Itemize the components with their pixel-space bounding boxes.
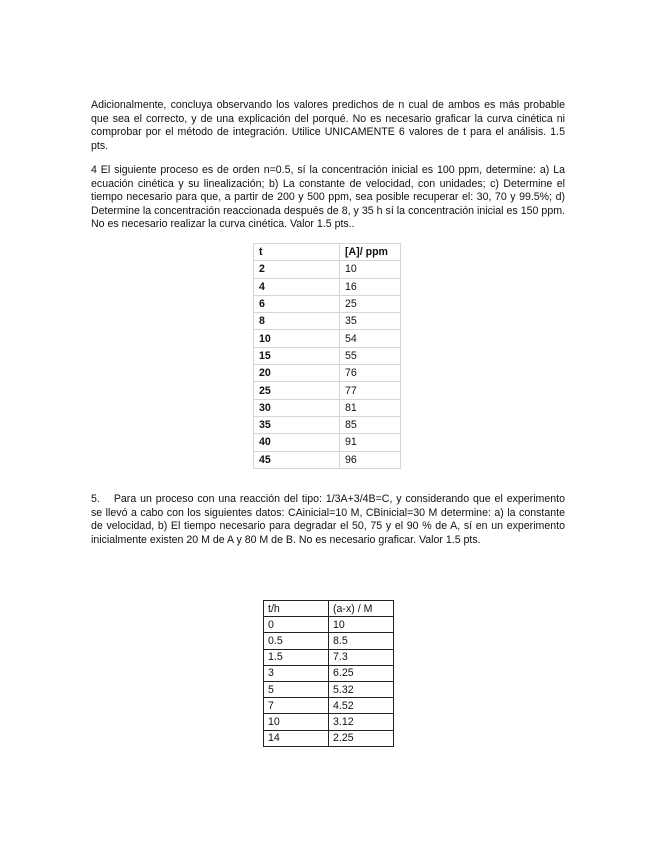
table-row (254, 399, 401, 416)
table-row (254, 434, 401, 451)
table-row (254, 382, 401, 399)
time-cell: 14 (264, 730, 329, 746)
time-cell: 15 (254, 347, 340, 364)
table-row (264, 633, 394, 649)
time-cell: 1.5 (264, 649, 329, 665)
time-cell: 10 (254, 330, 340, 347)
concentration-cell: 2.25 (329, 730, 394, 746)
table-row (254, 278, 401, 295)
time-cell: 40 (254, 434, 340, 451)
column-header-time: t/h (264, 601, 329, 617)
concentration-cell: 3.12 (329, 714, 394, 730)
table-header-row (264, 601, 394, 617)
problem-4-paragraph: 4 El siguiente proceso es de orden n=0.5, sí la concentración inicial es 100 ppm, determine: a) La ecuación cinética y su linealización; b) La constante de velocidad, con unidades; c) Determine el tiempo necesario para que, a partir de 200 y 500 ppm, sea posible recuperar el: 30, 70 y 99.5%; d) Determine la concentración reaccionada después de 8, y 35 h sí la concentración inicial es 150 ppm. No es necesario realizar la curva cinética. Valor 1.5 pts.. (91, 164, 565, 231)
time-cell: 2 (254, 261, 340, 278)
table-row (264, 714, 394, 730)
concentration-cell: 5.32 (329, 681, 394, 697)
problem-5-number: 5. (91, 493, 100, 505)
concentration-cell: 8.5 (329, 633, 394, 649)
concentration-cell: 16 (340, 278, 401, 295)
table-row (264, 617, 394, 633)
time-cell: 0 (264, 617, 329, 633)
problem-5-data-table (263, 600, 394, 747)
time-cell: 6 (254, 295, 340, 312)
time-cell: 25 (254, 382, 340, 399)
concentration-cell: 55 (340, 347, 401, 364)
column-header-remaining-concentration: (a-x) / M (329, 601, 394, 617)
time-cell: 10 (264, 714, 329, 730)
time-cell: 35 (254, 416, 340, 433)
table-row (254, 261, 401, 278)
table-row (254, 330, 401, 347)
intro-paragraph: Adicionalmente, concluya observando los valores predichos de n cual de ambos es más probable que sea el correcto, y de una explicación del porqué. No es necesario graficar la curva cinética ni comprobar por el método de integración. Utilice UNICAMENTE 6 valores de t para el análisis. 1.5 pts. (91, 99, 565, 152)
table-row (264, 649, 394, 665)
concentration-cell: 54 (340, 330, 401, 347)
time-cell: 45 (254, 451, 340, 468)
time-cell: 4 (254, 278, 340, 295)
time-cell: 30 (254, 399, 340, 416)
table-header-row (254, 244, 401, 261)
time-cell: 0.5 (264, 633, 329, 649)
concentration-cell: 77 (340, 382, 401, 399)
table-row (254, 416, 401, 433)
concentration-cell: 25 (340, 295, 401, 312)
table-row (254, 313, 401, 330)
concentration-cell: 96 (340, 451, 401, 468)
problem-4-data-table (253, 243, 401, 469)
problem-5-paragraph (91, 493, 565, 547)
time-cell: 5 (264, 681, 329, 697)
table-row (254, 451, 401, 468)
concentration-cell: 10 (329, 617, 394, 633)
time-cell: 8 (254, 313, 340, 330)
concentration-cell: 91 (340, 434, 401, 451)
table-row (264, 665, 394, 681)
time-cell: 20 (254, 365, 340, 382)
concentration-cell: 81 (340, 399, 401, 416)
concentration-cell: 76 (340, 365, 401, 382)
column-header-t: t (254, 244, 340, 261)
time-cell: 3 (264, 665, 329, 681)
concentration-cell: 7.3 (329, 649, 394, 665)
column-header-concentration: [A]/ ppm (340, 244, 401, 261)
problem-5-text: Para un proceso con una reacción del tipo: 1/3A+3/4B=C, y considerando que el experimento se llevó a cabo con los siguientes datos: CAinicial=10 M, CBinicial=30 M determine: a) la constante de velocidad, b) El tiempo necesario para degradar el 50, 75 y el 90 % de A, sí en un experimento inicialmente existen 20 M de A y 80 M de B. No es necesario graficar. Valor 1.5 pts. (91, 493, 565, 546)
table-row (254, 295, 401, 312)
table-row (264, 730, 394, 746)
concentration-cell: 4.52 (329, 698, 394, 714)
concentration-cell: 35 (340, 313, 401, 330)
table-row (254, 365, 401, 382)
table-row (264, 698, 394, 714)
time-cell: 7 (264, 698, 329, 714)
table-row (254, 347, 401, 364)
concentration-cell: 85 (340, 416, 401, 433)
concentration-cell: 6.25 (329, 665, 394, 681)
concentration-cell: 10 (340, 261, 401, 278)
table-row (264, 681, 394, 697)
